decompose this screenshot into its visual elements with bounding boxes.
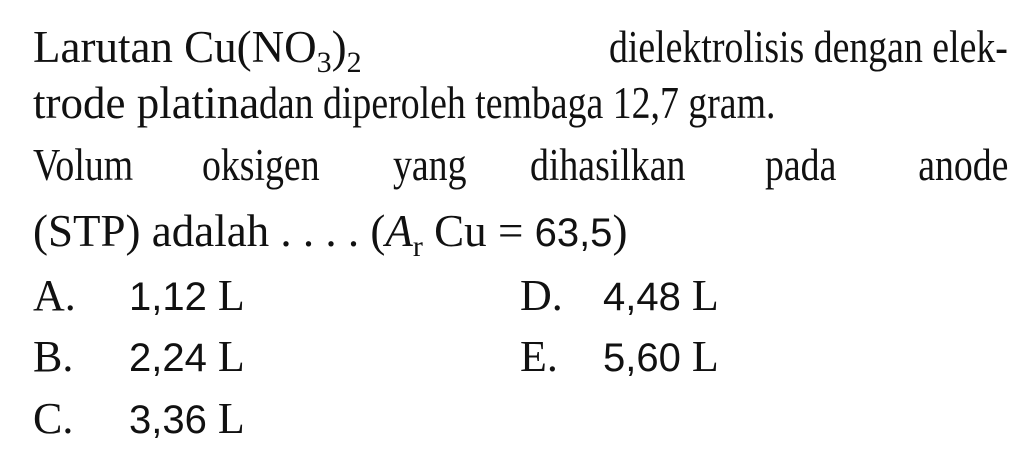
relative-atomic-mass-symbol: A (385, 206, 413, 256)
word: Volum (33, 140, 134, 190)
relative-atomic-mass-subscript: r (412, 230, 423, 263)
question-line-4 (33, 202, 627, 262)
option-letter: E. (520, 332, 558, 381)
option-value: 2,24 L (129, 332, 245, 381)
word: anode (917, 140, 1008, 190)
question-line-4-prefix: (STP) adalah . . . . ( (33, 206, 386, 256)
question-line-2-part-a: trode platina (33, 78, 260, 128)
option-letter: C. (33, 394, 74, 443)
word: pada (765, 140, 837, 190)
question-line-1-chemical: Larutan $Cu(NO_3)_2$ (33, 22, 362, 79)
question-line-3 (33, 136, 1008, 194)
atomic-mass-value: 63,5 (534, 211, 613, 255)
word: yang (392, 140, 467, 190)
option-value: 4,48 L (603, 271, 719, 320)
option-value: 1,12 L (129, 271, 245, 320)
question-line-2 (33, 74, 874, 132)
option-value: 5,60 L (603, 332, 719, 381)
option-letter: B. (33, 332, 74, 381)
option-value: 3,36 L (129, 394, 245, 443)
question-block (33, 0, 1008, 463)
word: oksigen (202, 140, 320, 190)
option-letter: D. (520, 271, 563, 320)
option-letter: A. (33, 271, 76, 320)
equals-sign: = (486, 206, 535, 256)
element-symbol: Cu (422, 206, 487, 256)
question-line-1-rest: dielektrolisis dengan elek- (609, 22, 1008, 72)
question-line-2-part-b: dan diperoleh tembaga 12,7 gram. (259, 78, 776, 128)
word: dihasilkan (530, 140, 686, 190)
question-line-1 (33, 18, 1008, 79)
closing-paren: ) (612, 206, 628, 256)
